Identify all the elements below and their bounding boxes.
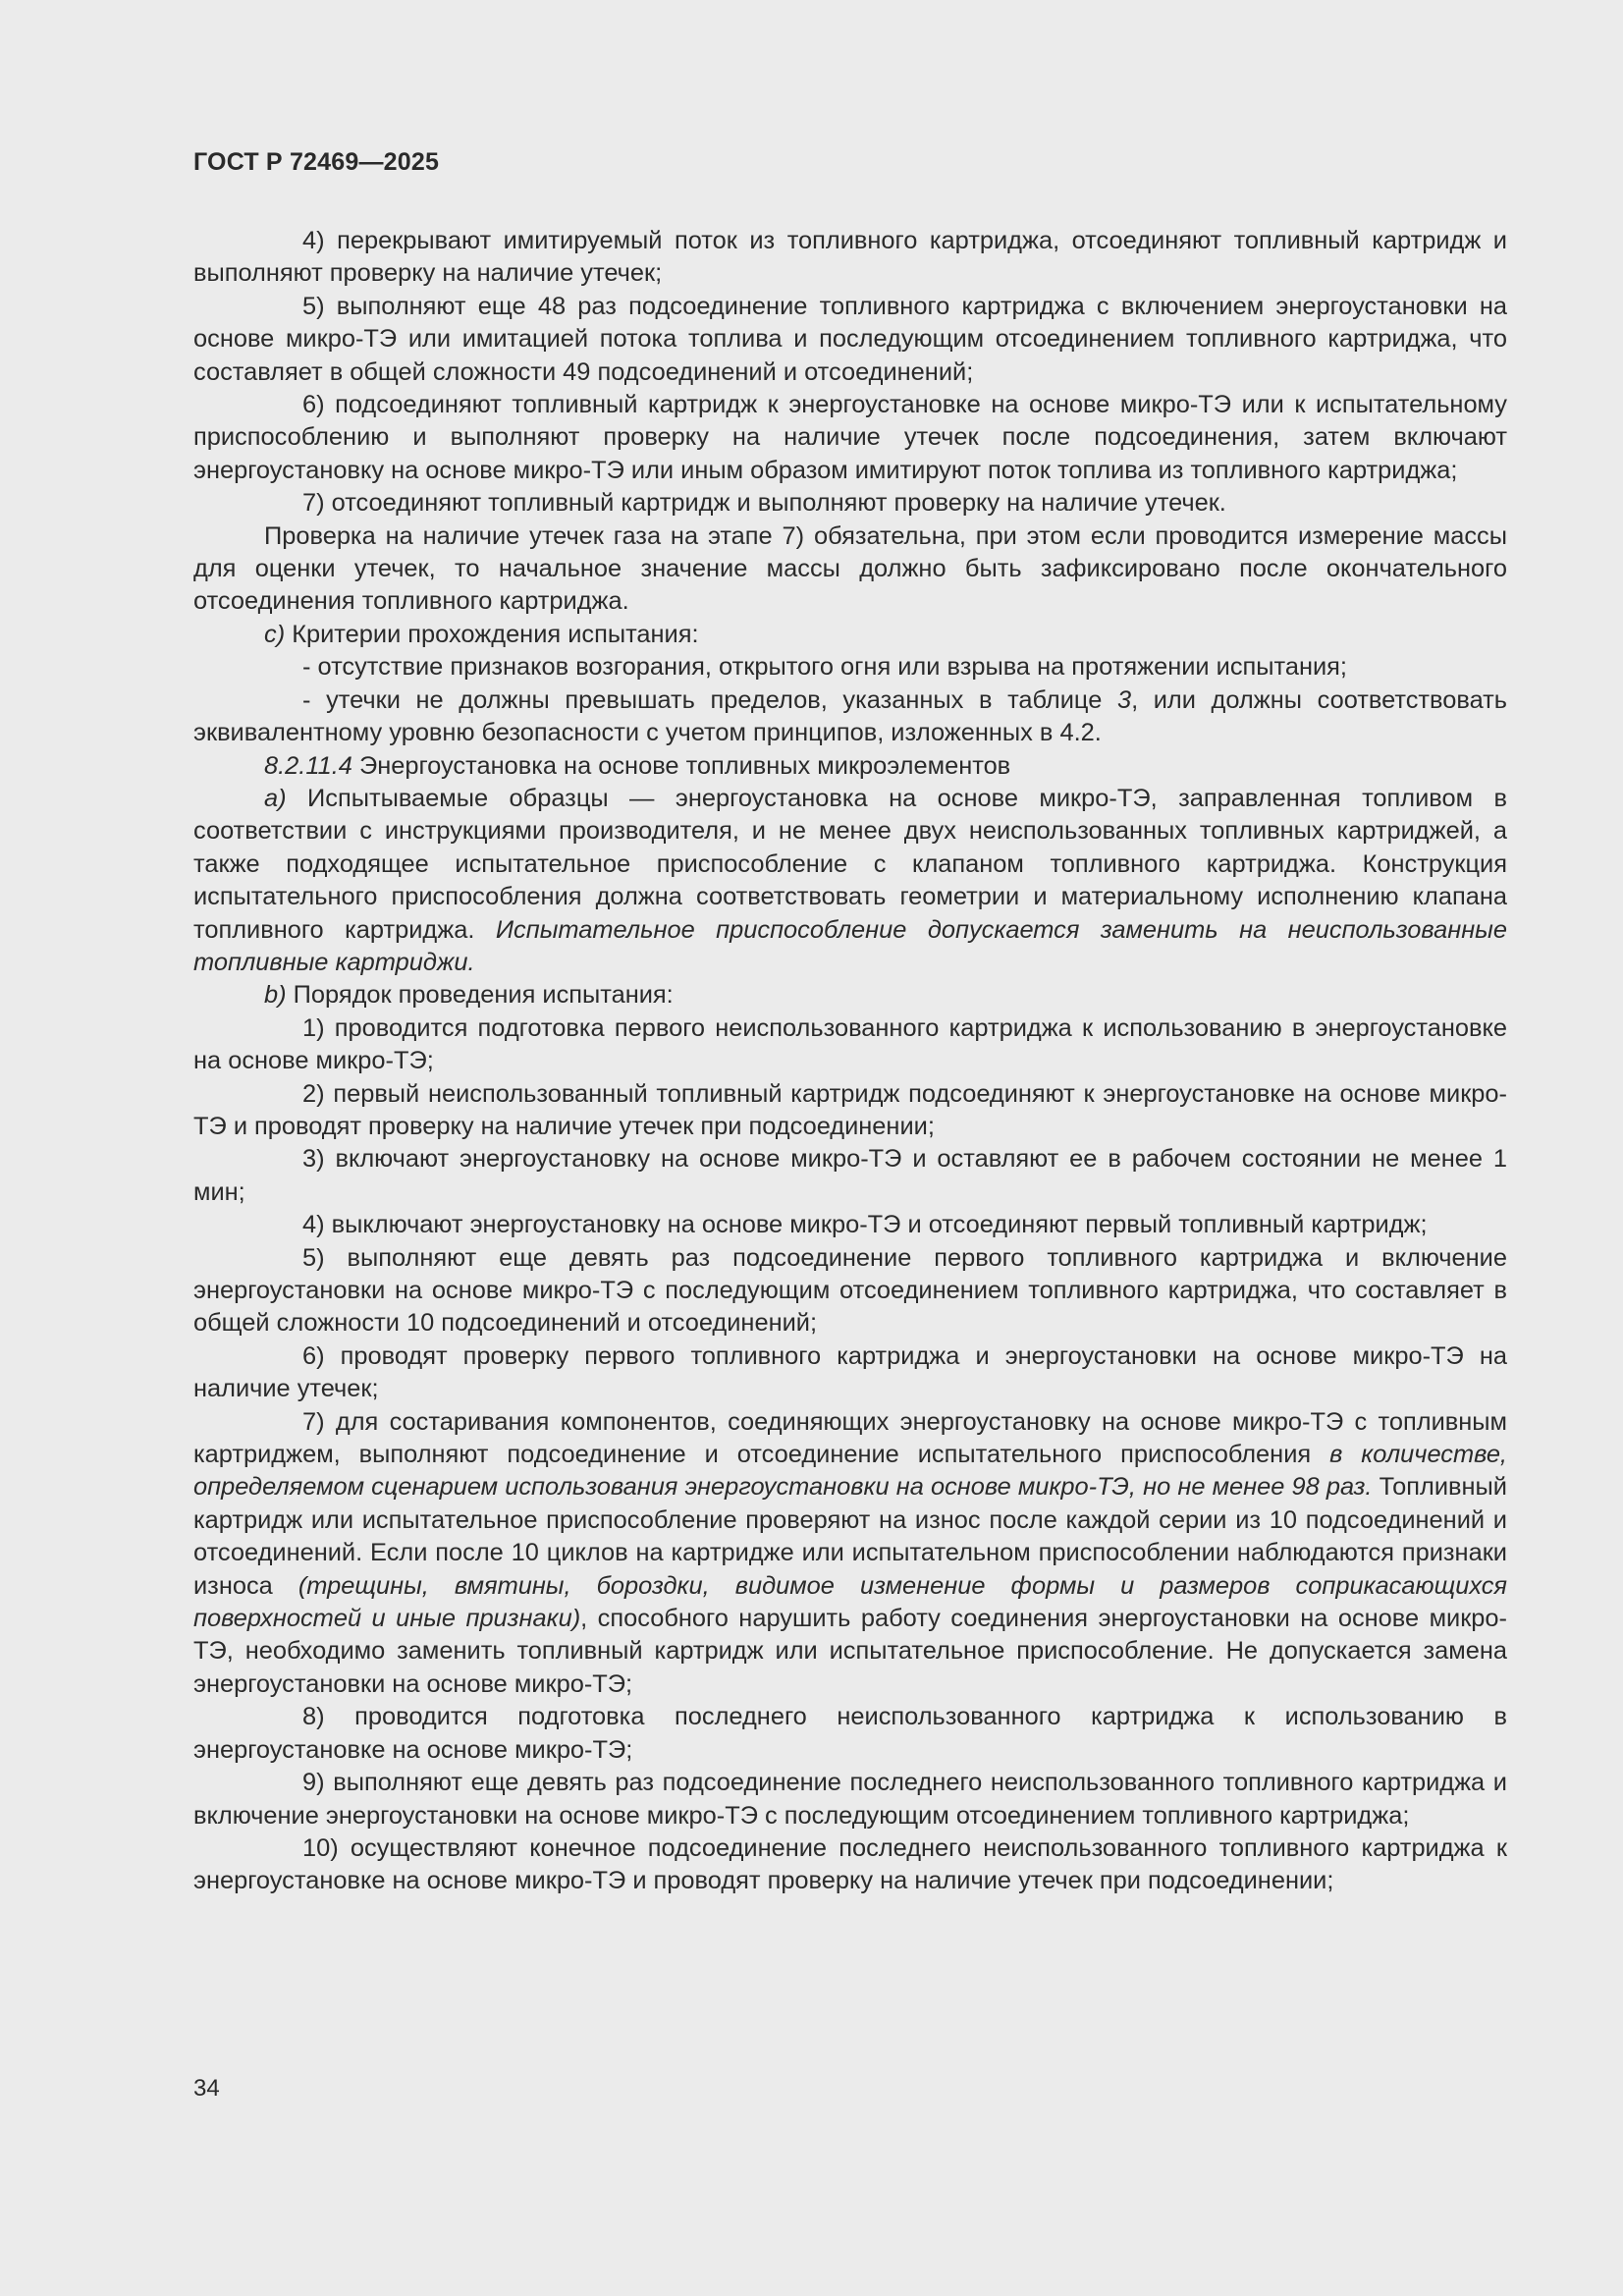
paragraph: - утечки не должны превышать пределов, указанных в таблице 3, или должны соответствовать эквивалентному уровню безопасности с учетом принципов, изложенных в 4.2. (193, 685, 1507, 747)
paragraph: 2) первый неиспользованный топливный картридж подсоединяют к энергоустановке на основе микро-ТЭ и проводят проверку на наличие утечек при подсоединении; (193, 1079, 1507, 1140)
paragraph: 7) для состаривания компонентов, соединяющих энергоустановку на основе микро-ТЭ с топливным картриджем, выполняют подсоединение и отсоединение испытательного приспособления в количестве, определяемом сценарием использования энергоустановки на основе микро-ТЭ, но не менее 98 раз. Топливный картридж или испытательное приспособление проверяют на износ после каждой серии из 10 подсоединений и отсоединений. Если после 10 циклов на картридже или испытательном приспособлении наблюдаются признаки износа (трещины, вмятины, бороздки, видимое изменение формы и размеров соприкасающихся поверхностей и иные признаки), способного нарушить работу соединения энергоустановки на основе микро-ТЭ, необходимо заменить топливный картридж или испытательное приспособление. Не допускается замена энергоустановки на основе микро-ТЭ; (193, 1407, 1508, 1698)
paragraph: b) Порядок проведения испытания: (264, 981, 674, 1010)
paragraph: 8) проводится подготовка последнего неиспользованного картриджа к использованию в энергоустановке на основе микро-ТЭ; (193, 1703, 1507, 1764)
paragraph: 8.2.11.4 Энергоустановка на основе топливных микроэлементов (264, 751, 1011, 780)
paragraph: 6) подсоединяют топливный картридж к энергоустановке на основе микро-ТЭ или к испытательному приспособлению и выполняют проверку на наличие утечек после подсоединения, затем включают энергоустановку на основе микро-ТЭ или иным образом имитируют поток топлива из топливного картриджа; (193, 391, 1507, 484)
paragraph: 10) осуществляют конечное подсоединение последнего неиспользованного топливного картриджа к энергоустановке на основе микро-ТЭ и проводят проверку на наличие утечек при подсоединении; (193, 1833, 1507, 1895)
page-header: ГОСТ Р 72469—2025 (193, 148, 440, 176)
paragraph: c) Критерии прохождения испытания: (264, 620, 699, 648)
paragraph: a) Испытываемые образцы — энергоустановка на основе микро-ТЭ, заправленная топливом в соответствии с инструкциями производителя, и не менее двух неиспользованных топливных картриджей, а также подходящее испытательное приспособление с клапаном топливного картриджа. Конструкция испытательного приспособления должна соответствовать геометрии и материальному исполнению клапана топливного картриджа. Испытательное приспособление допускается заменить на неиспользованные топливные картриджи. (193, 784, 1507, 976)
paragraph: Проверка на наличие утечек газа на этапе 7) обязательна, при этом если проводится измерение массы для оценки утечек, то начальное значение массы должно быть зафиксировано после окончательного отсоединения топливного картриджа. (193, 521, 1507, 616)
paragraph: 3) включают энергоустановку на основе микро-ТЭ и оставляют ее в рабочем состоянии не менее 1 мин; (193, 1145, 1507, 1206)
paragraph: 9) выполняют еще девять раз подсоединение последнего неиспользованного топливного картриджа и включение энергоустановки на основе микро-ТЭ с последующим отсоединением топливного картриджа; (193, 1769, 1507, 1830)
paragraph: 5) выполняют еще 48 раз подсоединение топливного картриджа с включением энергоустановки на основе микро-ТЭ или имитацией потока топлива и последующим отсоединением топливного картриджа, что составляет в общей сложности 49 подсоединений и отсоединений; (193, 292, 1507, 386)
document-body (193, 225, 1507, 1898)
page-number: 34 (193, 2075, 220, 2102)
paragraph: 5) выполняют еще девять раз подсоединение первого топливного картриджа и включение энергоустановки на основе микро-ТЭ с последующим отсоединением топливного картриджа, что составляет в общей сложности 10 подсоединений и отсоединений; (193, 1243, 1507, 1338)
paragraph: - отсутствие признаков возгорания, открытого огня или взрыва на протяжении испытания; (302, 653, 1347, 682)
paragraph: 6) проводят проверку первого топливного картриджа и энергоустановки на основе микро-ТЭ на наличие утечек; (193, 1341, 1507, 1403)
paragraph: 4) выключают энергоустановку на основе микро-ТЭ и отсоединяют первый топливный картридж; (302, 1211, 1428, 1239)
paragraph: 1) проводится подготовка первого неиспользованного картриджа к использованию в энергоустановке на основе микро-ТЭ; (193, 1013, 1507, 1075)
paragraph: 7) отсоединяют топливный картридж и выполняют проверку на наличие утечек. (302, 489, 1226, 518)
paragraph: 4) перекрывают имитируемый поток из топливного картриджа, отсоединяют топливный картридж и выполняют проверку на наличие утечек; (193, 227, 1507, 288)
